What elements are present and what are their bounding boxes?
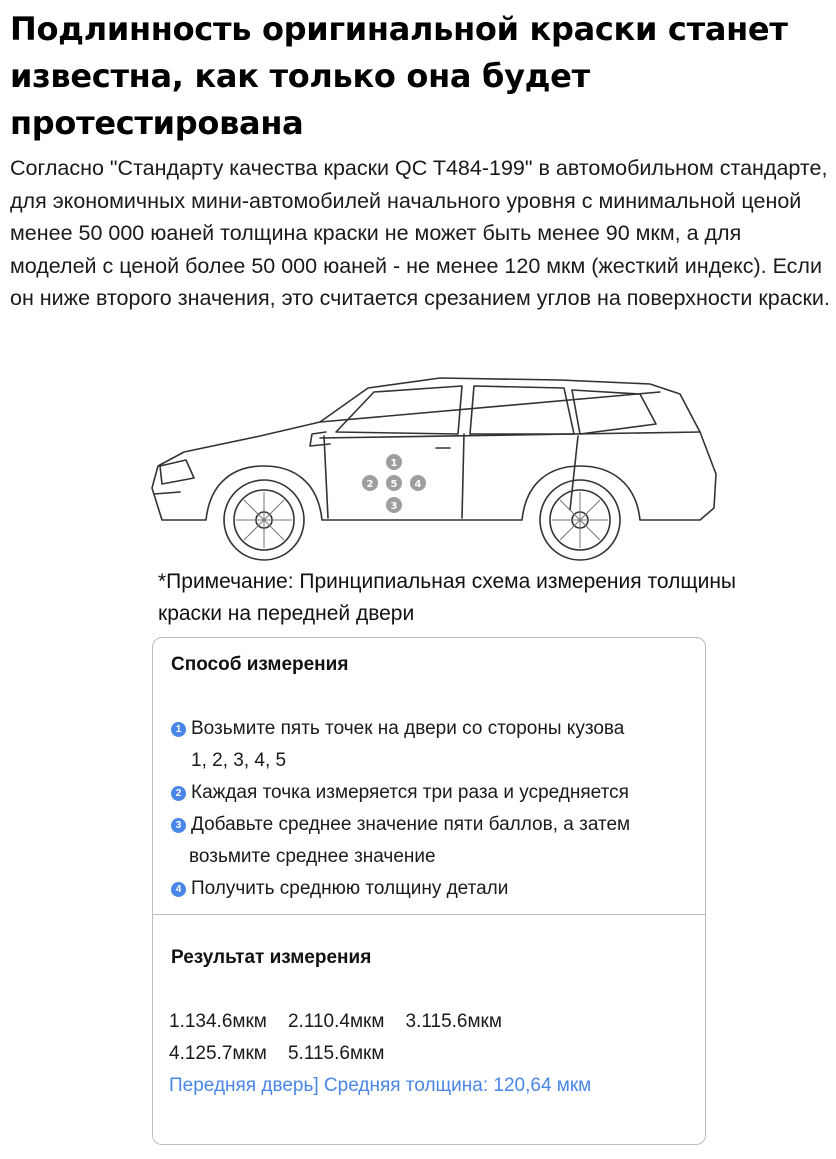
- step-1-points: 1, 2, 3, 4, 5: [191, 750, 287, 771]
- step-1-text: Возьмите пять точек на двери со стороны кузова: [191, 718, 625, 739]
- step-2-badge: 2: [171, 786, 186, 801]
- result-title: Результат измерения: [171, 947, 372, 968]
- method-step-3: [171, 809, 701, 873]
- step-4-badge: 4: [171, 882, 186, 897]
- intro-paragraph: Согласно "Стандарту качества краски QC T484-199" в автомобильном стандарте, для экономичных мини-автомобилей начального уровня с минимальной ценой менее 50 000 юаней толщина краски не может быть менее 90 мкм, а для моделей с ценой более 50 000 юаней - не менее 120 мкм (жесткий индекс). Если он ниже второго значения, это считается срезанием углов на поверхности краски.: [10, 156, 830, 310]
- page-title: Подлинность оригинальной краски станет известна, как только она будет протестирована: [10, 10, 788, 142]
- measure-label-1: 1: [390, 458, 398, 469]
- method-step-2: [171, 777, 701, 809]
- rear-window: [470, 386, 574, 434]
- measure-label-3: 3: [390, 501, 398, 512]
- method-step-4: [171, 873, 701, 905]
- result-value-5: 5.115.6мкм: [287, 1043, 385, 1064]
- car-body-outline: [152, 378, 716, 520]
- result-value-4: 4.125.7мкм: [169, 1043, 267, 1064]
- diagram-note: *Примечание: Принципиальная схема измерения толщины краски на передней двери: [158, 570, 737, 625]
- result-value-3: 3.115.6мкм: [405, 1011, 502, 1032]
- result-value-1: 1.134.6мкм: [169, 1011, 267, 1032]
- measurement-card: [152, 637, 706, 1145]
- measure-label-5: 5: [390, 479, 398, 490]
- step-1-badge: 1: [171, 722, 186, 737]
- result-value-2: 2.110.4мкм: [287, 1011, 385, 1032]
- card-divider: [153, 914, 705, 915]
- car-diagram: [140, 370, 720, 570]
- measure-label-2: 2: [366, 479, 374, 490]
- step-4-text: Получить среднюю толщину детали: [191, 878, 509, 899]
- method-title: Способ измерения: [171, 654, 349, 675]
- step-3-continuation: возьмите среднее значение: [189, 846, 436, 867]
- step-3-text: Добавьте среднее значение пяти баллов, а затем: [191, 814, 631, 835]
- front-window: [336, 386, 462, 434]
- average-thickness: Передняя дверь] Средняя толщина: 120,64 мкм: [169, 1075, 592, 1096]
- step-3-badge: 3: [171, 818, 186, 833]
- method-step-1: [171, 713, 701, 777]
- result-row-2: [169, 1038, 384, 1070]
- result-row-1: [169, 1006, 502, 1038]
- measure-label-4: 4: [414, 479, 422, 490]
- step-2-text: Каждая точка измеряется три раза и усредняется: [191, 782, 629, 803]
